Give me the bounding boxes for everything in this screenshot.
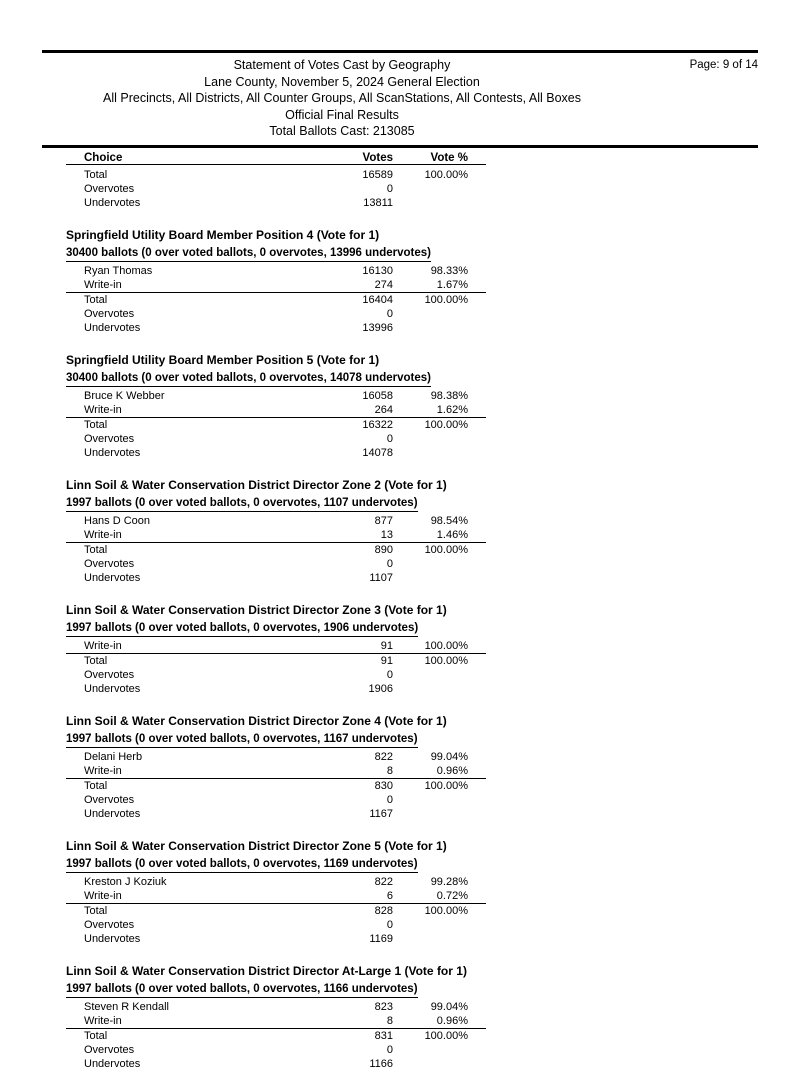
row-percent: 98.54% [430, 514, 468, 527]
contest-title: Linn Soil & Water Conservation District Director Zone 5 (Vote for 1) [66, 838, 447, 853]
row-votes: 16322 [362, 418, 393, 431]
row-label: Total [84, 418, 108, 431]
contest-ballot-summary: 1997 ballots (0 over voted ballots, 0 overvotes, 1906 undervotes) [66, 621, 418, 637]
column-header-votes: Votes [316, 152, 401, 165]
contest-ballot-summary: 30400 ballots (0 over voted ballots, 0 overvotes, 14078 undervotes) [66, 371, 431, 387]
row-percent [401, 321, 486, 335]
contest-block [42, 228, 758, 335]
contest-results-table [66, 389, 486, 460]
row-percent [401, 668, 486, 682]
row-label: Undervotes [84, 446, 141, 459]
row-label: Overvotes [84, 1043, 135, 1056]
contest-block [42, 964, 758, 1071]
row-votes: 831 [374, 1029, 393, 1042]
row-label: Undervotes [84, 571, 141, 584]
row-votes: 0 [386, 1043, 393, 1056]
column-header-choice: Choice [66, 152, 316, 165]
table-row [66, 807, 486, 821]
contest-title: Linn Soil & Water Conservation District Director Zone 3 (Vote for 1) [66, 602, 447, 617]
row-label: Steven R Kendall [84, 1000, 169, 1013]
row-votes: 0 [386, 668, 393, 681]
header-line-1: Statement of Votes Cast by Geography [233, 58, 451, 72]
table-row [66, 682, 486, 696]
contest-title: Springfield Utility Board Member Position 4 (Vote for 1) [66, 227, 380, 242]
table-row [66, 292, 486, 307]
row-label: Overvotes [84, 307, 135, 320]
row-percent [401, 682, 486, 696]
table-row [66, 168, 486, 182]
contest-ballot-summary: 30400 ballots (0 over voted ballots, 0 overvotes, 13996 undervotes) [66, 246, 431, 262]
row-percent: 0.72% [401, 889, 486, 904]
row-label: Total [84, 1029, 108, 1042]
row-votes: 877 [374, 514, 393, 527]
row-votes: 828 [374, 904, 393, 917]
table-row [66, 196, 486, 210]
row-votes: 8 [316, 1014, 401, 1029]
table-row [66, 875, 486, 889]
contests-list [42, 228, 758, 1071]
row-label: Undervotes [84, 807, 141, 820]
row-percent: 1.67% [401, 278, 486, 293]
row-votes: 0 [386, 793, 393, 806]
contest-block [42, 353, 758, 460]
contest-ballot-summary: 1997 ballots (0 over voted ballots, 0 overvotes, 1107 undervotes) [66, 496, 418, 512]
row-percent: 0.96% [401, 764, 486, 779]
table-row [66, 528, 486, 543]
row-percent: 100.00% [424, 293, 468, 306]
row-label: Write-in [66, 889, 316, 904]
row-label: Overvotes [84, 918, 135, 931]
contest-block [42, 714, 758, 821]
row-label: Undervotes [84, 321, 141, 334]
table-row [66, 542, 486, 557]
table-row [66, 389, 486, 403]
row-votes: 91 [316, 639, 401, 654]
row-label: Write-in [66, 403, 316, 418]
header-line-2: Lane County, November 5, 2024 General Election [204, 74, 480, 89]
row-percent [401, 571, 486, 585]
row-percent [401, 307, 486, 321]
row-percent: 98.38% [430, 389, 468, 402]
row-percent: 0.96% [401, 1014, 486, 1029]
row-votes: 6 [316, 889, 401, 904]
row-percent [401, 793, 486, 807]
row-label: Overvotes [84, 668, 135, 681]
row-percent: 99.28% [430, 875, 468, 888]
row-votes: 1167 [369, 807, 393, 820]
row-percent: 1.62% [401, 403, 486, 418]
contest-ballot-summary: 1997 ballots (0 over voted ballots, 0 overvotes, 1167 undervotes) [66, 732, 418, 748]
table-row [66, 432, 486, 446]
row-label: Undervotes [84, 682, 141, 695]
continued-totals-table [66, 168, 486, 210]
table-row [66, 793, 486, 807]
table-row [66, 1043, 486, 1057]
table-row [66, 750, 486, 764]
row-label: Overvotes [84, 182, 135, 195]
row-percent: 98.33% [430, 264, 468, 277]
table-row [66, 321, 486, 335]
row-votes: 0 [386, 182, 393, 195]
row-percent: 100.00% [424, 904, 468, 917]
contest-results-table [66, 514, 486, 585]
row-votes: 0 [386, 918, 393, 931]
row-percent: 100.00% [424, 168, 468, 181]
row-votes: 1166 [369, 1057, 393, 1070]
row-votes: 822 [374, 750, 393, 763]
row-label: Write-in [66, 639, 316, 654]
table-row [66, 639, 486, 654]
table-row [66, 557, 486, 571]
row-label: Undervotes [84, 196, 141, 209]
contest-results-table [66, 1000, 486, 1071]
row-percent: 99.04% [430, 750, 468, 763]
header-divider [42, 145, 758, 148]
row-label: Total [84, 168, 108, 181]
row-label: Write-in [66, 764, 316, 779]
header-line-4: Official Final Results [285, 107, 399, 122]
row-label: Write-in [66, 1014, 316, 1029]
report-header [42, 53, 758, 142]
row-percent [401, 932, 486, 946]
row-percent [401, 196, 486, 210]
row-percent: 1.46% [401, 528, 486, 543]
contest-ballot-summary: 1997 ballots (0 over voted ballots, 0 overvotes, 1169 undervotes) [66, 857, 418, 873]
contest-block [42, 603, 758, 696]
table-row [66, 278, 486, 293]
table-row [66, 764, 486, 779]
row-label: Total [84, 543, 108, 556]
table-row [66, 653, 486, 668]
table-row [66, 1057, 486, 1071]
contest-title: Linn Soil & Water Conservation District Director Zone 4 (Vote for 1) [66, 713, 447, 728]
row-votes: 8 [316, 764, 401, 779]
row-votes: 823 [374, 1000, 393, 1013]
row-percent: 100.00% [424, 543, 468, 556]
row-votes: 14078 [362, 446, 393, 459]
row-votes: 274 [316, 278, 401, 293]
row-label: Total [84, 904, 108, 917]
row-percent [401, 918, 486, 932]
row-votes: 16058 [362, 389, 393, 402]
table-row [66, 889, 486, 904]
row-percent [401, 432, 486, 446]
row-votes: 1169 [369, 932, 393, 945]
row-votes: 16404 [362, 293, 393, 306]
row-label: Undervotes [84, 932, 141, 945]
row-label: Kreston J Koziuk [84, 875, 167, 888]
row-votes: 16589 [362, 168, 393, 181]
row-percent: 99.04% [430, 1000, 468, 1013]
contest-results-table [66, 264, 486, 335]
row-percent [401, 1057, 486, 1071]
row-votes: 13 [316, 528, 401, 543]
column-header-row [66, 152, 486, 165]
table-row [66, 571, 486, 585]
row-votes: 264 [316, 403, 401, 418]
contest-block [42, 839, 758, 946]
row-percent: 100.00% [424, 418, 468, 431]
table-row [66, 417, 486, 432]
row-percent [401, 446, 486, 460]
contest-title: Springfield Utility Board Member Position 5 (Vote for 1) [66, 352, 380, 367]
row-label: Total [84, 779, 108, 792]
table-row [66, 778, 486, 793]
row-percent: 100.00% [401, 639, 486, 654]
row-votes: 822 [374, 875, 393, 888]
table-row [66, 403, 486, 418]
row-label: Hans D Coon [84, 514, 151, 527]
row-percent [401, 1043, 486, 1057]
column-header-percent: Vote % [401, 152, 486, 165]
row-label: Undervotes [84, 1057, 141, 1070]
table-row [66, 264, 486, 278]
row-votes: 830 [374, 779, 393, 792]
header-line-3: All Precincts, All Districts, All Counter Groups, All ScanStations, All Contests, All Boxes [103, 91, 581, 105]
table-row [66, 1014, 486, 1029]
contest-results-table [66, 750, 486, 821]
table-row [66, 932, 486, 946]
row-percent [401, 182, 486, 196]
row-votes: 16130 [362, 264, 393, 277]
row-percent: 100.00% [424, 1029, 468, 1042]
row-votes: 91 [380, 654, 393, 667]
column-header-table [66, 152, 486, 165]
table-row [66, 668, 486, 682]
table-row [66, 307, 486, 321]
table-row [66, 514, 486, 528]
row-percent [401, 557, 486, 571]
row-percent: 100.00% [424, 779, 468, 792]
table-row [66, 446, 486, 460]
row-label: Total [84, 654, 108, 667]
table-row [66, 903, 486, 918]
continued-contest-block [42, 152, 758, 210]
row-votes: 0 [386, 432, 393, 445]
row-votes: 1906 [368, 682, 393, 695]
row-percent: 100.00% [424, 654, 468, 667]
table-row [66, 1028, 486, 1043]
row-votes: 0 [386, 307, 393, 320]
row-label: Write-in [66, 278, 316, 293]
table-row [66, 182, 486, 196]
header-title-lines [52, 57, 632, 140]
row-label: Total [84, 293, 108, 306]
row-label: Write-in [66, 528, 316, 543]
row-label: Bruce K Webber [84, 389, 165, 402]
row-votes: 1107 [369, 571, 393, 584]
row-label: Delani Herb [84, 750, 143, 763]
contest-results-table [66, 639, 486, 696]
contest-results-table [66, 875, 486, 946]
table-row [66, 918, 486, 932]
row-votes: 890 [374, 543, 393, 556]
table-row [66, 1000, 486, 1014]
contest-title: Linn Soil & Water Conservation District Director At-Large 1 (Vote for 1) [66, 963, 467, 978]
contest-block [42, 478, 758, 585]
row-label: Overvotes [84, 432, 135, 445]
row-label: Ryan Thomas [84, 264, 153, 277]
report-content [42, 50, 758, 1071]
row-percent [401, 807, 486, 821]
row-label: Overvotes [84, 793, 135, 806]
row-votes: 13811 [363, 196, 393, 209]
page-number: Page: 9 of 14 [689, 59, 758, 71]
row-votes: 13996 [362, 321, 393, 334]
contest-ballot-summary: 1997 ballots (0 over voted ballots, 0 overvotes, 1166 undervotes) [66, 982, 418, 998]
row-label: Overvotes [84, 557, 135, 570]
header-line-5: Total Ballots Cast: 213085 [269, 124, 415, 138]
contest-title: Linn Soil & Water Conservation District Director Zone 2 (Vote for 1) [66, 477, 447, 492]
row-votes: 0 [386, 557, 393, 570]
